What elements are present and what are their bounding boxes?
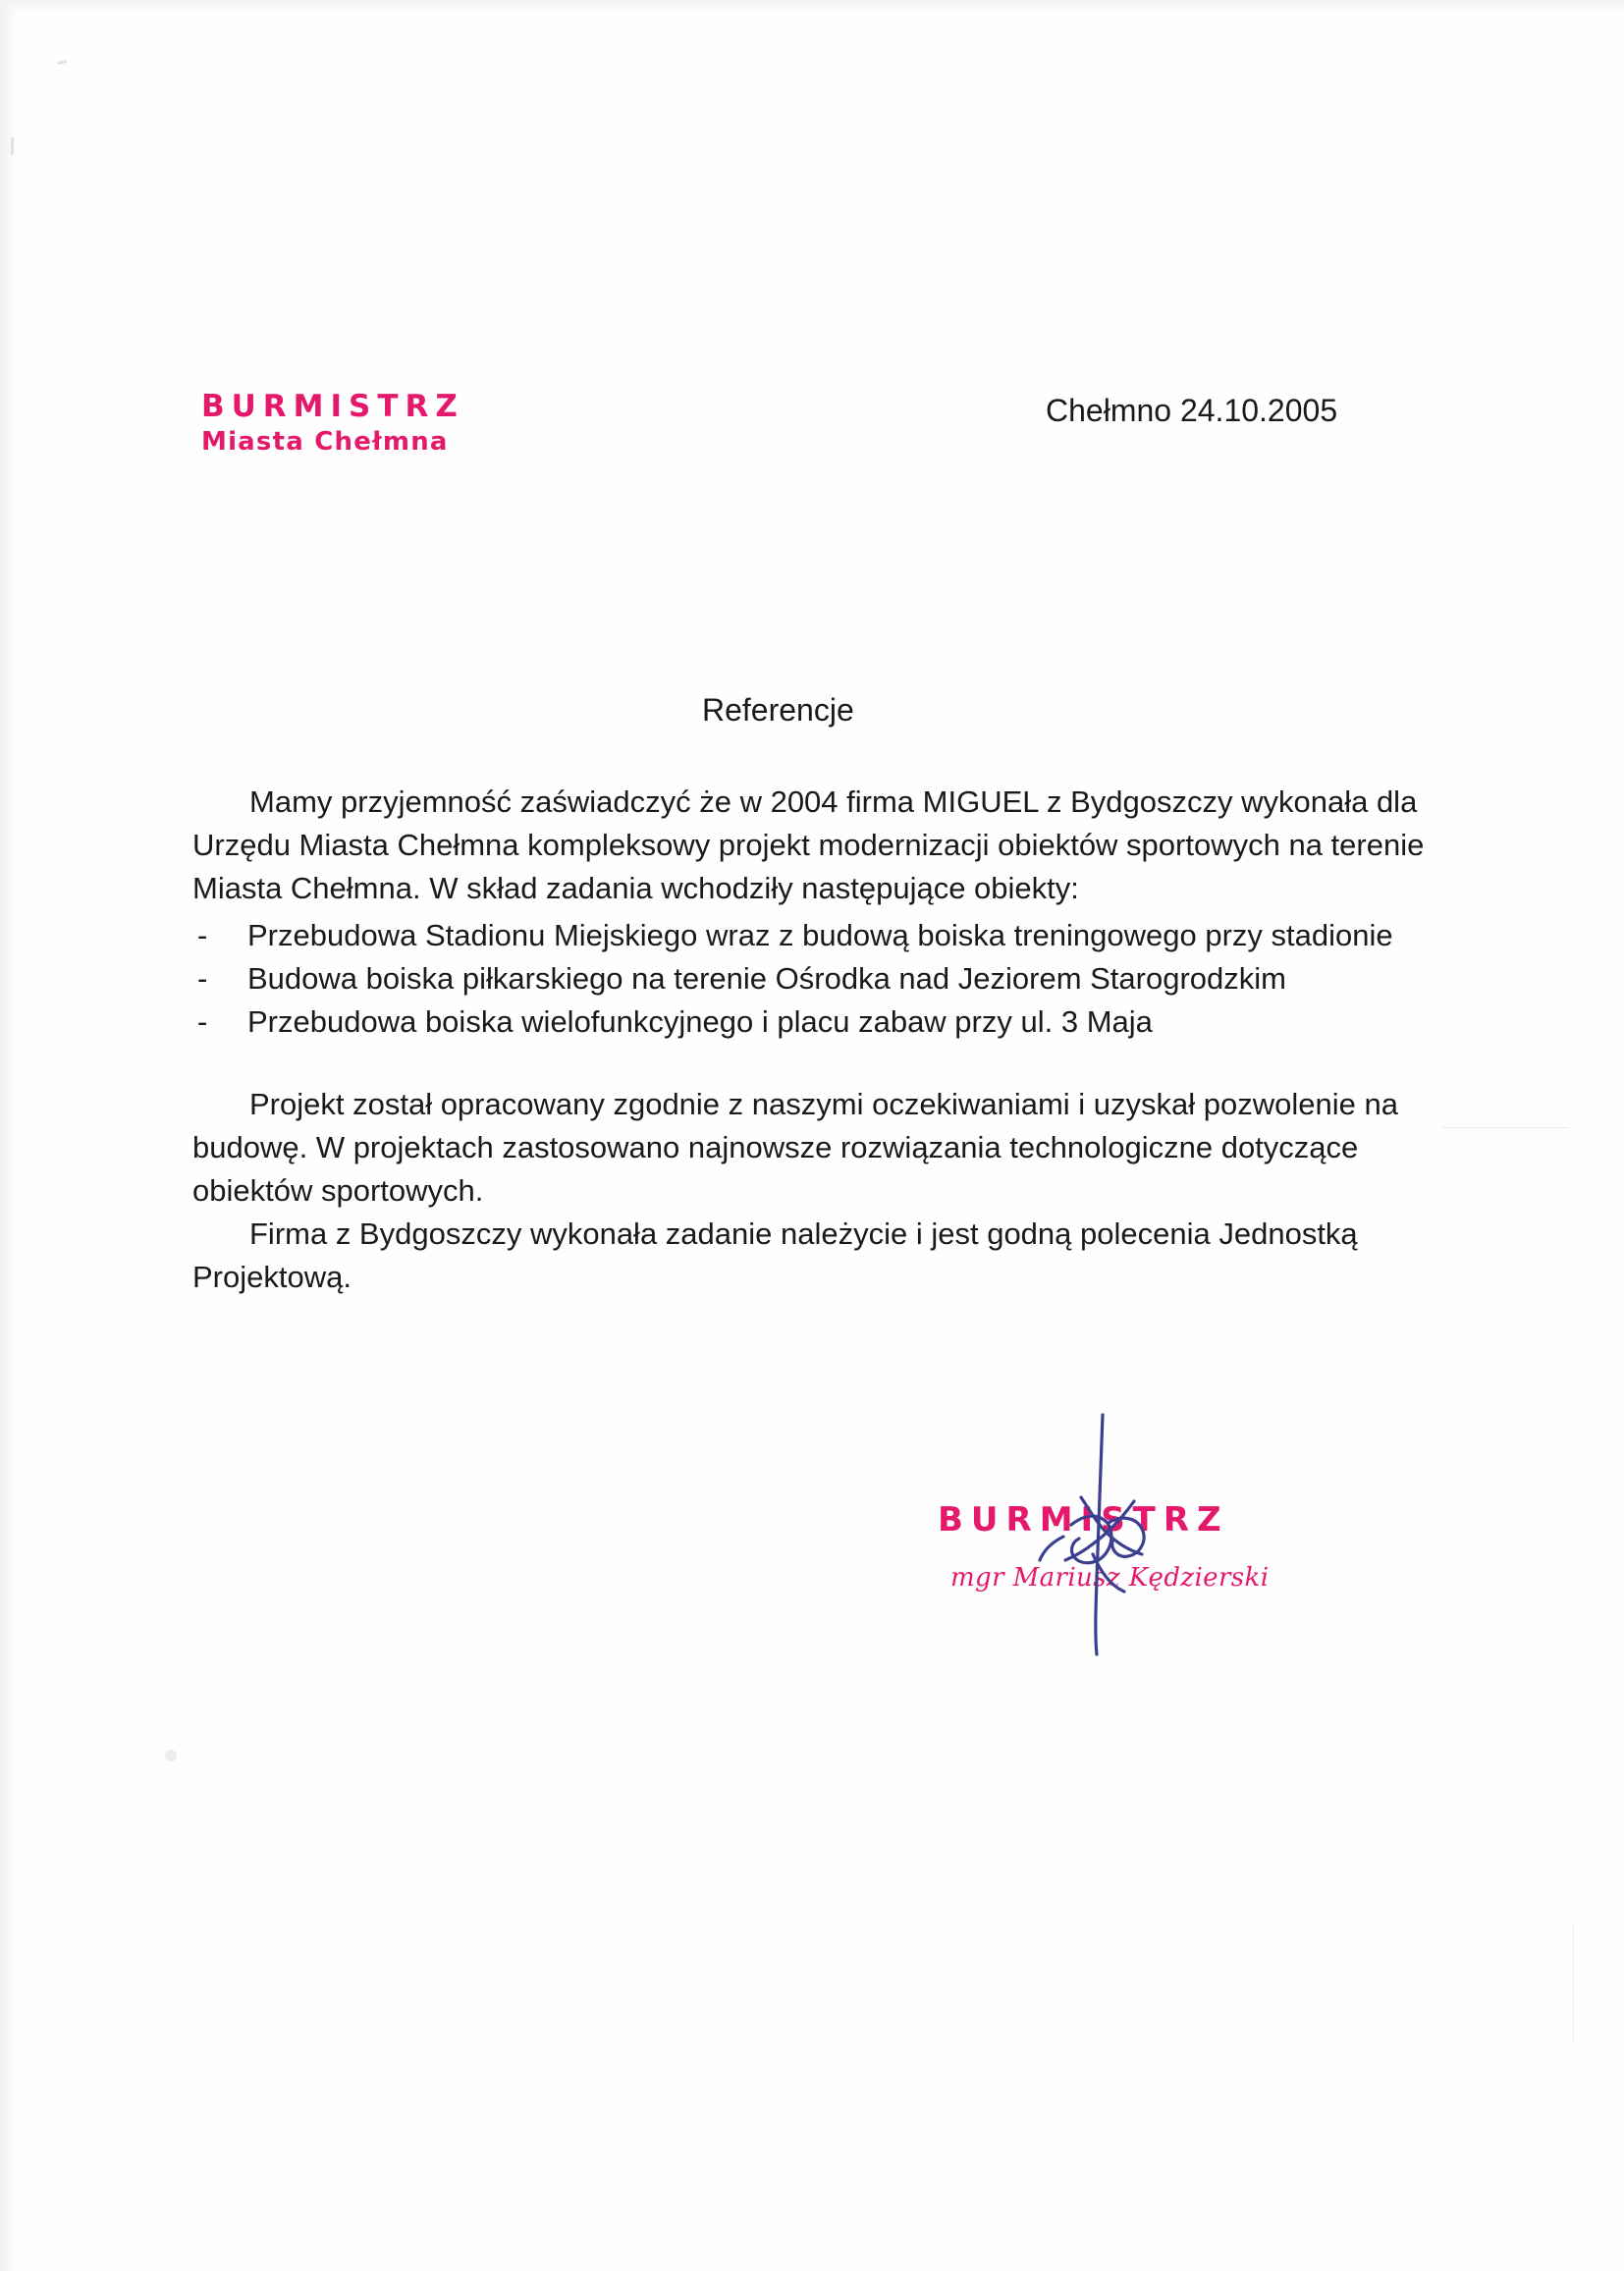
paragraph-intro: Mamy przyjemność zaświadczyć że w 2004 firma MIGUEL z Bydgoszczy wykonała dla Urzędu Miasta Chełmna kompleksowy projekt modernizacji obiektów sportowych na terenie Miasta Chełmna. W skład zadania wchodziły następujące obiekty: — [192, 784, 1425, 906]
document-body — [192, 781, 1430, 1299]
list-item — [192, 957, 1430, 1000]
list-item-label: Przebudowa boiska wielofunkcyjnego i placu zabaw przy ul. 3 Maja — [247, 1004, 1153, 1040]
list-bullet-marker: - — [197, 961, 208, 997]
list-bullet-marker: - — [197, 1004, 208, 1040]
letterhead-office: BURMISTRZ — [201, 389, 464, 424]
scan-artifact — [165, 1750, 177, 1761]
scan-edge-left — [0, 0, 18, 2271]
paragraph-closing-1: Projekt został opracowany zgodnie z naszymi oczekiwaniami i uzyskał pozwolenie na budowę. W projektach zastosowano najnowsze rozwiązania technologiczne dotyczące obiektów sportowych. — [192, 1087, 1398, 1209]
list-item — [192, 914, 1430, 957]
page-title: Referencje — [702, 692, 854, 728]
paragraph-closing-2: Firma z Bydgoszczy wykonała zadanie należycie i jest godną polecenia Jednostką Projektową. — [192, 1217, 1358, 1295]
scan-artifact — [57, 60, 67, 65]
signature-name-stamp: mgr Mariusz Kędzierski — [950, 1563, 1270, 1593]
scan-edge-top — [0, 0, 1624, 14]
document-date: Chełmno 24.10.2005 — [1046, 393, 1338, 428]
project-list — [192, 914, 1430, 1044]
scan-artifact — [1573, 1924, 1574, 2042]
signature-block — [938, 1461, 1350, 1677]
list-item — [192, 1000, 1430, 1044]
letterhead — [201, 391, 464, 457]
scan-artifact — [1441, 1127, 1569, 1128]
list-bullet-marker: - — [197, 918, 208, 953]
scan-artifact — [11, 137, 14, 155]
list-item-label: Budowa boiska piłkarskiego na terenie Ośrodka nad Jeziorem Starogrodzkim — [247, 961, 1286, 997]
signature-office-stamp: BURMISTRZ — [938, 1500, 1229, 1540]
list-item-label: Przebudowa Stadionu Miejskiego wraz z budową boiska treningowego przy stadionie — [247, 918, 1393, 953]
letterhead-city: Miasta Chełmna — [201, 426, 449, 457]
